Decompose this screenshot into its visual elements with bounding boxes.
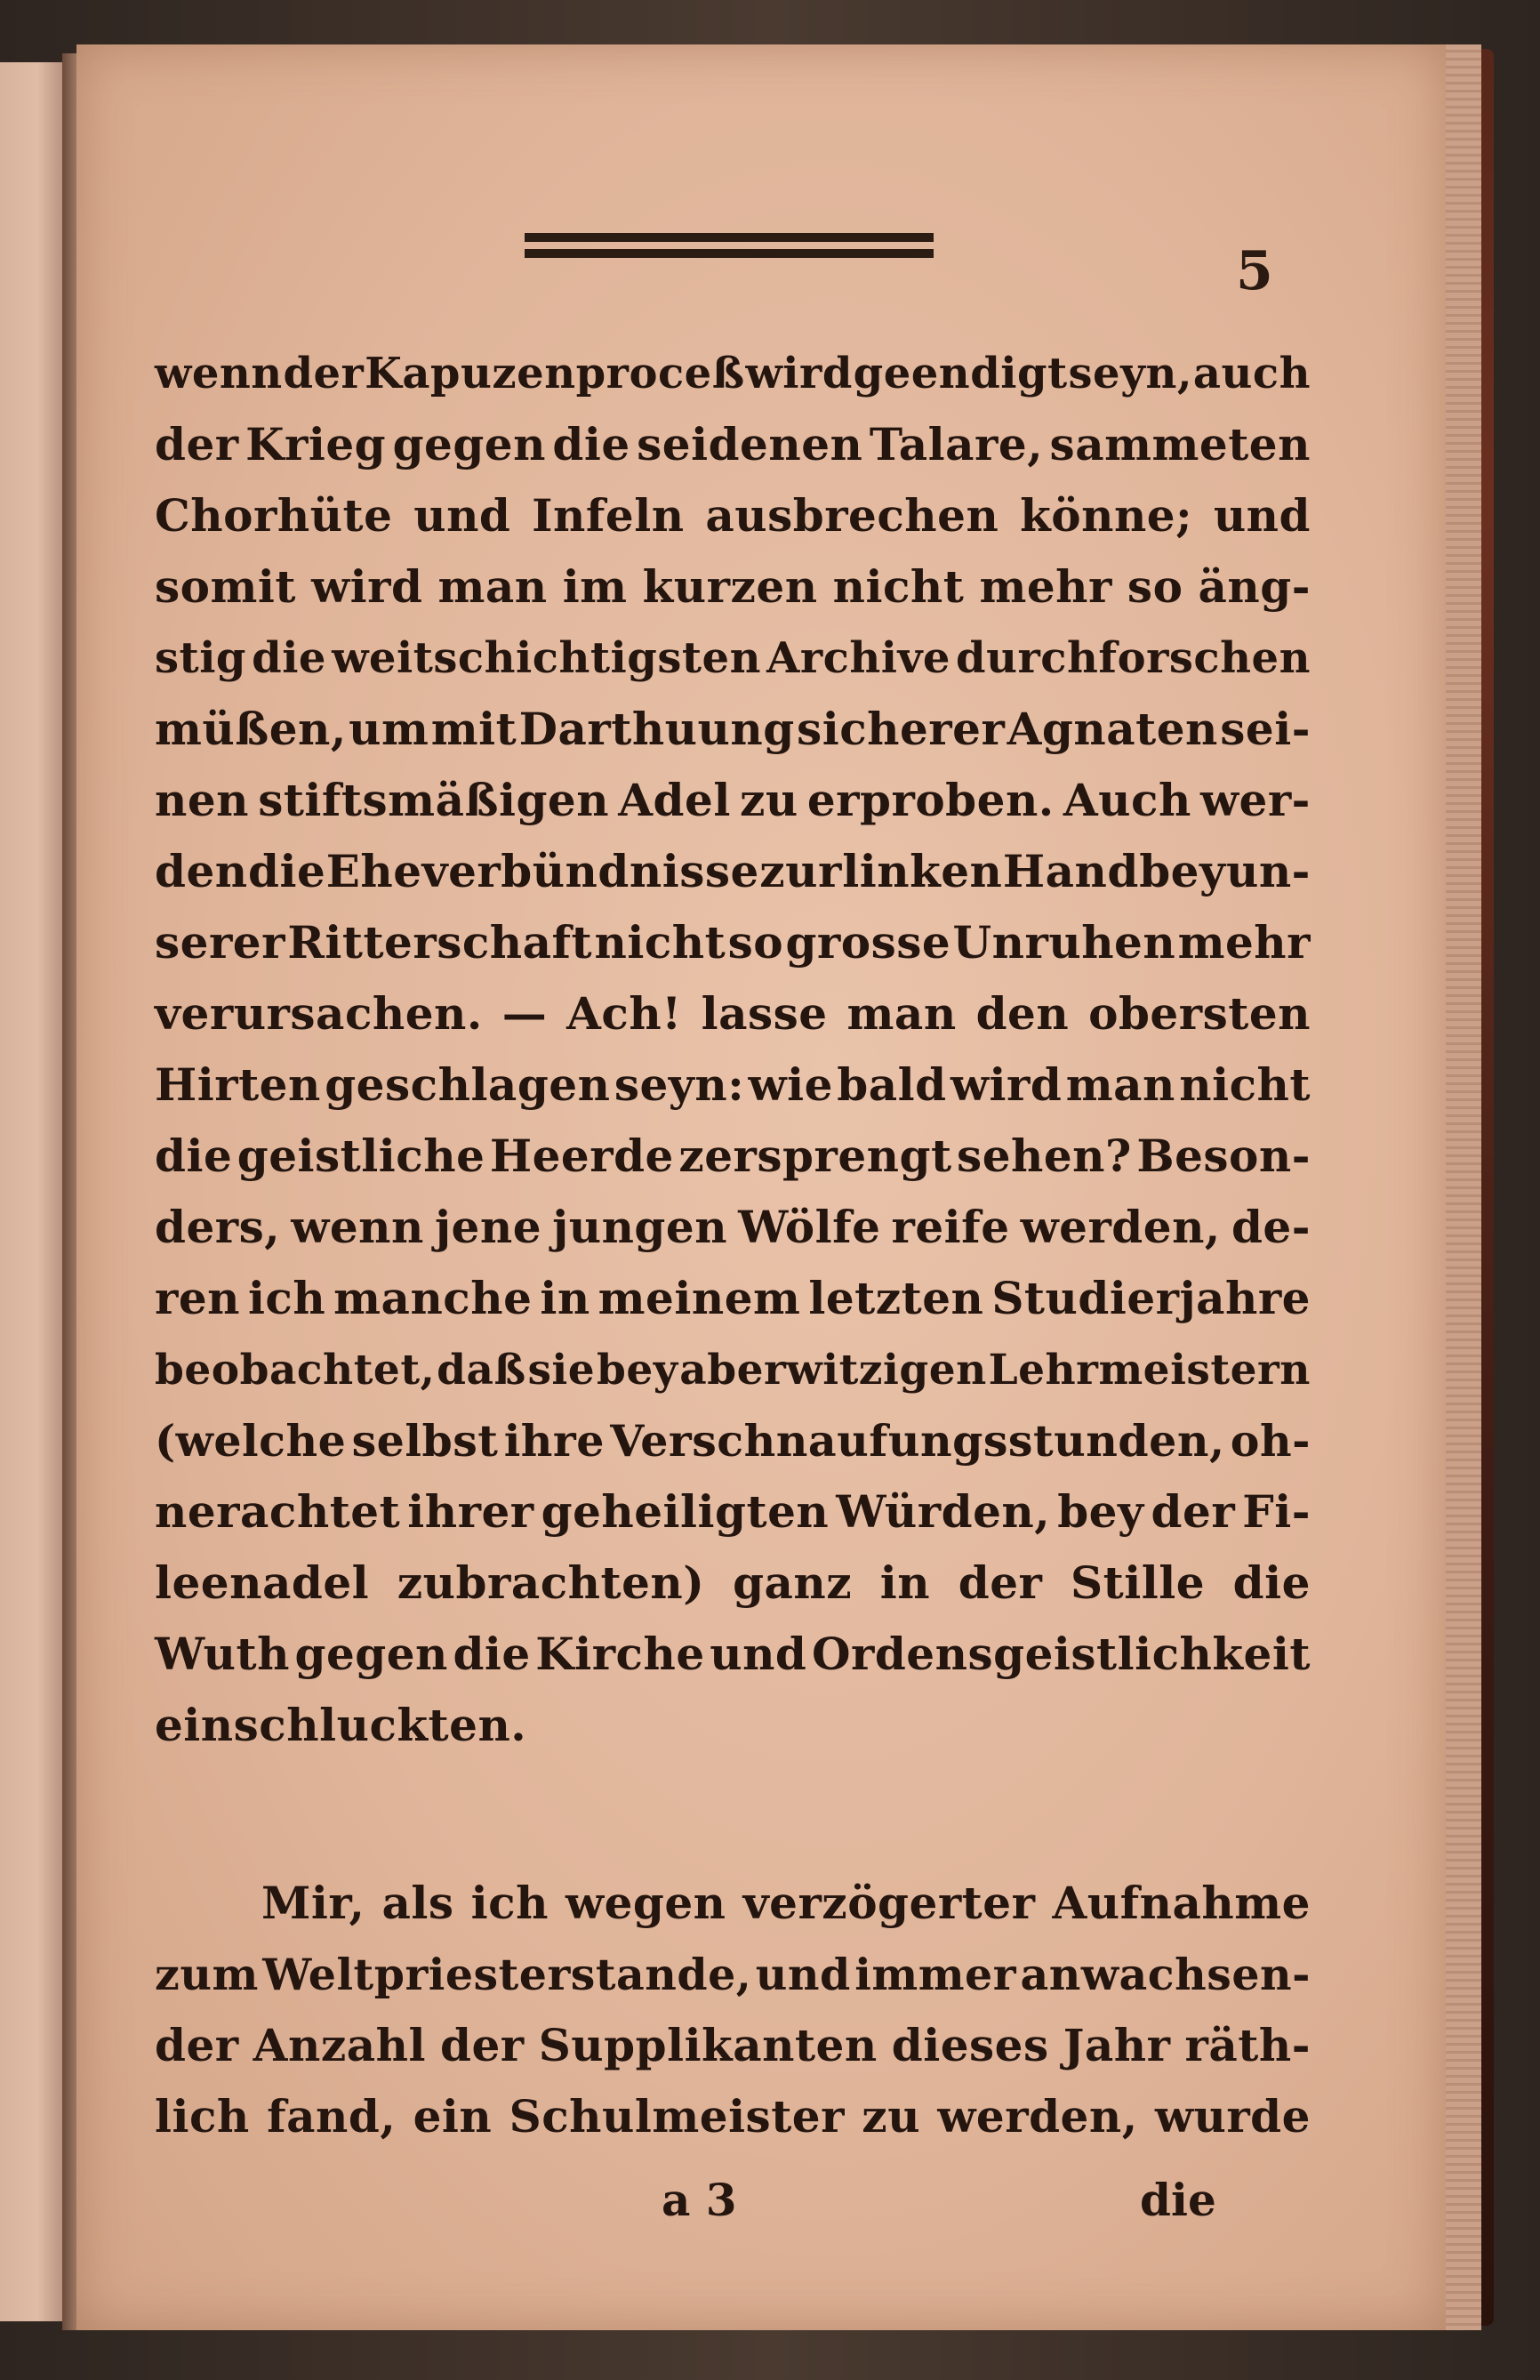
word: und	[710, 1628, 807, 1680]
word: verursachen.	[155, 987, 483, 1040]
word: nicht	[594, 916, 726, 969]
word: obersten	[1088, 987, 1311, 1040]
ornament-line-top	[525, 233, 934, 242]
word: ren	[155, 1272, 241, 1324]
word: ders,	[155, 1201, 281, 1253]
word: Agnaten	[1007, 703, 1218, 755]
word: Darthuung	[518, 703, 795, 755]
word: müßen,	[155, 703, 347, 755]
word: jene	[434, 1201, 542, 1253]
text-line	[155, 1263, 1311, 1334]
text-line	[155, 1121, 1311, 1192]
word: der	[155, 2019, 239, 2071]
word: der	[283, 349, 365, 398]
word: —	[501, 987, 548, 1040]
text-line	[155, 1939, 1311, 2010]
word: den	[975, 987, 1070, 1040]
word: als	[381, 1877, 454, 1929]
word: so	[727, 916, 784, 969]
text-line	[155, 623, 1311, 694]
word: werden,	[1020, 1201, 1221, 1253]
word: Ach!	[566, 987, 682, 1040]
word: wurde	[1154, 2090, 1311, 2143]
text-line	[155, 1049, 1311, 1121]
word: wenn	[291, 1201, 424, 1253]
word: Heerde	[489, 1130, 674, 1182]
word: ich	[247, 1272, 326, 1324]
word: zum	[155, 1948, 259, 2000]
word: zu	[862, 2090, 921, 2143]
text-line	[155, 1405, 1311, 1476]
word: beobachtet,	[155, 1345, 436, 1395]
word: lasse	[701, 987, 828, 1040]
word: un-	[1225, 845, 1311, 897]
word: auch	[1192, 349, 1311, 398]
word: im	[562, 560, 628, 613]
word: meinem	[598, 1272, 801, 1324]
word: nicht	[832, 560, 965, 613]
word: bey	[1057, 1485, 1144, 1538]
word: somit	[155, 560, 296, 613]
word: der	[155, 418, 239, 470]
word: so	[1127, 560, 1183, 613]
word: sie	[527, 1345, 596, 1395]
word: Adel	[618, 774, 731, 826]
text-line	[155, 836, 1311, 907]
word: Fi-	[1242, 1485, 1311, 1538]
word: ihrer	[407, 1485, 534, 1538]
header-ornament-rule	[525, 217, 934, 279]
catchword: die	[1140, 2174, 1216, 2226]
word: anwachsen-	[1020, 1948, 1311, 2000]
word: gegen	[392, 418, 546, 470]
word: zubrachten)	[397, 1556, 705, 1609]
word: mehr	[979, 560, 1112, 613]
word: nen	[155, 774, 250, 826]
word: bald	[837, 1058, 947, 1111]
word: letzten	[808, 1272, 984, 1324]
word: könne;	[1020, 489, 1193, 542]
text-line	[155, 1619, 1311, 1690]
word: wird	[745, 349, 853, 398]
word: Beson-	[1136, 1130, 1311, 1182]
word: Eheverbündnisse	[325, 845, 759, 897]
word: weitschichtigsten	[332, 633, 761, 683]
word: und	[1213, 489, 1311, 542]
page-number: 5	[1236, 240, 1273, 302]
word: Stille	[1071, 1556, 1206, 1609]
word: man	[846, 987, 957, 1040]
word: der	[958, 1556, 1043, 1609]
word: Ritterschaft	[287, 916, 593, 969]
word: Hirten	[155, 1058, 321, 1111]
text-line	[155, 694, 1311, 765]
word: ich	[470, 1877, 549, 1929]
word: durchforschen	[956, 633, 1311, 683]
word: ganz	[733, 1556, 853, 1609]
word: geendigt	[853, 349, 1068, 398]
ornament-line-bottom	[525, 249, 934, 258]
word: ausbrechen	[705, 489, 999, 542]
word: wird	[311, 560, 423, 613]
text-line	[155, 480, 1311, 551]
word: Ordensgeistlichkeit	[811, 1628, 1311, 1680]
page-block-edge	[1446, 44, 1481, 2330]
word: und	[755, 1948, 851, 2000]
word: die	[552, 418, 630, 470]
word: Kapuzenproceß	[365, 349, 745, 398]
word: aberwitzigen	[679, 1345, 987, 1395]
word: seidenen	[637, 418, 863, 470]
text-line: einschluckten.	[155, 1699, 527, 1751]
text-line	[155, 1476, 1311, 1548]
word: stig	[155, 633, 246, 683]
word: erproben.	[806, 774, 1055, 826]
word: nicht	[1179, 1058, 1311, 1111]
word: räth-	[1184, 2019, 1311, 2071]
word: Hand	[1002, 845, 1139, 897]
word: Auch	[1063, 774, 1191, 826]
word: die	[453, 1628, 531, 1680]
word: wird	[950, 1058, 1063, 1111]
word: kurzen	[642, 560, 818, 613]
text-line	[155, 907, 1311, 978]
word: Lehrmeistern	[988, 1345, 1311, 1395]
word: nerachtet	[155, 1485, 401, 1538]
word: selbst	[351, 1414, 499, 1467]
word: jungen	[552, 1201, 728, 1253]
word: wer-	[1199, 774, 1311, 826]
word: werden,	[937, 2090, 1138, 2143]
word: zur	[759, 845, 842, 897]
previous-page-edge	[0, 62, 65, 2321]
text-line	[155, 1334, 1311, 1405]
word: serer	[155, 916, 285, 969]
word: mit	[430, 703, 517, 755]
word: grosse	[785, 916, 951, 969]
word: ihre	[503, 1414, 605, 1467]
word: Archive	[766, 633, 950, 683]
word: Würden,	[836, 1485, 1051, 1538]
word: Talare,	[869, 418, 1044, 470]
word: Schulmeister	[509, 2090, 845, 2143]
word: Kirche	[535, 1628, 705, 1680]
word: Infeln	[532, 489, 685, 542]
word: der	[440, 2019, 525, 2071]
word: sei-	[1220, 703, 1311, 755]
word: die	[248, 845, 326, 897]
word: oh-	[1230, 1414, 1311, 1467]
word: Jahr	[1063, 2019, 1171, 2071]
word: die	[252, 633, 326, 683]
word: seyn:	[614, 1058, 745, 1111]
word: stiftsmäßigen	[258, 774, 610, 826]
word: geschlagen	[325, 1058, 611, 1111]
word: zu	[739, 774, 798, 826]
word: seyn,	[1068, 349, 1193, 398]
word: bey	[596, 1345, 678, 1395]
word: Supplikanten	[538, 2019, 878, 2071]
text-line	[155, 978, 1311, 1049]
text-line	[155, 765, 1311, 836]
word: Unruhen	[952, 916, 1176, 969]
word: wenn	[155, 349, 283, 398]
word: manche	[333, 1272, 533, 1324]
text-line	[155, 551, 1311, 623]
word: reife	[891, 1201, 1010, 1253]
word: ein	[413, 2090, 493, 2143]
word: den	[155, 845, 248, 897]
word: verzögerter	[742, 1877, 1036, 1929]
word: linken	[842, 845, 1003, 897]
word: äng-	[1198, 560, 1311, 613]
word: dieses	[891, 2019, 1049, 2071]
word: die	[155, 1130, 233, 1182]
word: immer	[854, 1948, 1017, 2000]
text-line	[155, 2010, 1311, 2081]
word: in	[540, 1272, 590, 1324]
word: Weltpriesterstande,	[262, 1948, 752, 2000]
word: und	[413, 489, 511, 542]
word: Mir,	[261, 1877, 365, 1929]
word: man	[1065, 1058, 1175, 1111]
text-line	[155, 338, 1311, 409]
word: man	[437, 560, 548, 613]
word: Verschnaufungsstunden,	[610, 1414, 1225, 1467]
word: bey	[1139, 845, 1226, 897]
word: geheiligten	[541, 1485, 830, 1538]
text-line	[155, 2081, 1311, 2152]
word: sammeten	[1049, 418, 1311, 470]
word: geistliche	[237, 1130, 485, 1182]
word: die	[1232, 1556, 1311, 1609]
signature-mark: a 3	[662, 2174, 737, 2226]
word: wie	[748, 1058, 833, 1111]
word: zersprengt	[678, 1130, 952, 1182]
text-line	[155, 409, 1311, 480]
word: sicherer	[797, 703, 1006, 755]
word: gegen	[294, 1628, 448, 1680]
word: leenadel	[155, 1556, 370, 1609]
word: Chorhüte	[155, 489, 393, 542]
text-line	[155, 1192, 1311, 1263]
word: de-	[1231, 1201, 1311, 1253]
word: Wuth	[155, 1628, 290, 1680]
word: daß	[437, 1345, 526, 1395]
word: lich	[155, 2090, 250, 2143]
word: Studierjahre	[991, 1272, 1311, 1324]
word: sehen?	[957, 1130, 1132, 1182]
word: fand,	[267, 2090, 397, 2143]
text-line	[155, 1548, 1311, 1619]
word: um	[349, 703, 429, 755]
word: Krieg	[245, 418, 387, 470]
word: wegen	[565, 1877, 726, 1929]
word: Aufnahme	[1052, 1877, 1311, 1929]
word: der	[1151, 1485, 1236, 1538]
word: (welche	[155, 1414, 347, 1467]
word: in	[879, 1556, 931, 1609]
word: mehr	[1177, 916, 1311, 969]
text-line	[155, 1868, 1311, 1939]
word: Wölfe	[738, 1201, 881, 1253]
word: Anzahl	[253, 2019, 426, 2071]
